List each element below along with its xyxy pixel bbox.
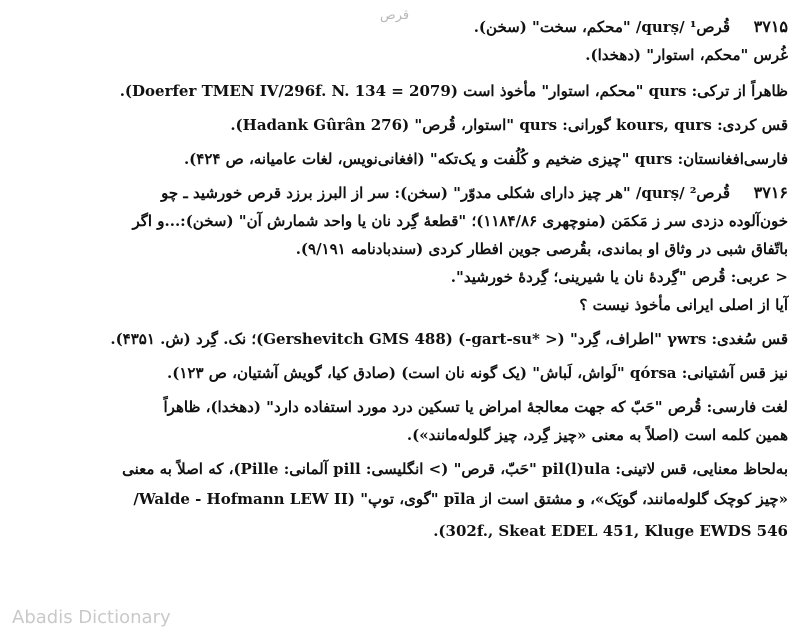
entry-3716-line-12 [18,518,800,544]
entry-3715-line-3 [18,78,800,104]
entry-text: 302f., Skeat EDEL 451, Kluge EWDS 546). [433,522,788,540]
entry-text: آیا از اصلی ایرانی مأخوذ نیست ؟ [579,296,788,314]
entry-3715-line-2 [18,42,788,68]
entry-text: خون‌آلوده دزدی سر ز مَکمَن (منوچهری ۱۱۸۴/۸۶)؛ "قطعهٔ گِرد نان یا واحد شمارش آن" (سخن):...و اگر [132,212,788,230]
entry-number: ۳۷۱۵ [753,17,788,36]
entry-3716-line-3 [18,236,788,262]
entry-3716-line-9 [18,422,800,448]
entry-text: < عربی: قُرص "گِردهٔ نان یا شیرینی؛ گِردهٔ خورشید". [450,268,788,286]
entry-3715-line-1 [18,14,788,40]
entry-3716-line-11 [18,486,800,512]
entry-text: «چیز کوچک گلوله‌مانند، گویَک»، و مشتق است از pīla "گوی، توپ" (Walde - Hofmann LEW II/ [133,490,788,508]
entry-text: فارسی‌افغانستان: qurs "چیزی ضخیم و کُلُفت و یک‌تکه" (افغانی‌نویس، لغات عامیانه، ص ۴۲۴). [183,150,788,168]
entry-3716-line-5 [18,292,800,318]
ghost-headword: قرص [380,8,410,23]
entry-text: نیز قس آشتیانی: qórsa "لَواش، لَباش" (یک گونه نان است) (صادق کیا، گویش آشتیان، ص ۱۲۳). [167,364,788,382]
entry-text: قس سُغدی: γwrs "اطراف، گِرد" (< *gart-su-) (Gershevitch GMS 488)؛ نک. گِرد (ش. ۴۳۵۱). [110,330,788,348]
entry-text: غُرس "محکم، استوار" (دهخدا). [585,46,788,64]
entry-3716-line-1 [18,180,788,206]
entry-text: قس کردی: kours, qurs گورانی: qurs "استوار، قُرص" (Hadank Gûrân 276). [230,116,788,134]
entry-3716-line-6 [18,326,800,352]
site-watermark: Abadis Dictionary [12,607,171,628]
entry-3716-line-7 [18,360,800,386]
entry-3716-line-8 [18,394,800,420]
entry-text: قُرص¹ /qurṣ/ "محکم، سخت" (سخن). [473,18,730,36]
entry-text: همین کلمه است (اصلاً به معنی «چیز گِرد، چیز گلوله‌مانند»). [406,426,788,444]
entry-text: لغت فارسی: قُرص "حَبّ که جهت معالجهٔ امراض یا تسکین درد مورد استفاده دارد" (دهخدا)، ظاهراً [163,398,788,416]
entry-3716-line-4 [18,264,800,290]
entry-3715-line-5 [18,146,800,172]
entry-3716-line-10 [18,456,800,482]
entry-text: قُرص² /qurṣ/ "هر چیز دارای شکلی مدوّر" (سخن): سر از البرز برزد قرص خورشید ـ چو [161,184,730,202]
entry-number: ۳۷۱۶ [753,183,788,202]
entry-3716-line-2 [18,208,788,234]
entry-3715-line-4 [18,112,800,138]
entry-text: ظاهراً از ترکی: qurs "محکم، استوار" مأخوذ است (Doerfer TMEN IV/296f. N. 134 = 2079). [119,82,788,100]
entry-text: باتّفاق شبی در وثاق او بماندی، بقُرصی جوین افطار کردی (سندبادنامه ۹/۱۹۱). [295,240,788,258]
entry-text: به‌لحاظ معنایی، قس لاتینی: pil(l)ula "حَبّ، قرص" (> انگلیسی: pill آلمانی: Pille)، که اصلاً به معنی [122,460,788,478]
